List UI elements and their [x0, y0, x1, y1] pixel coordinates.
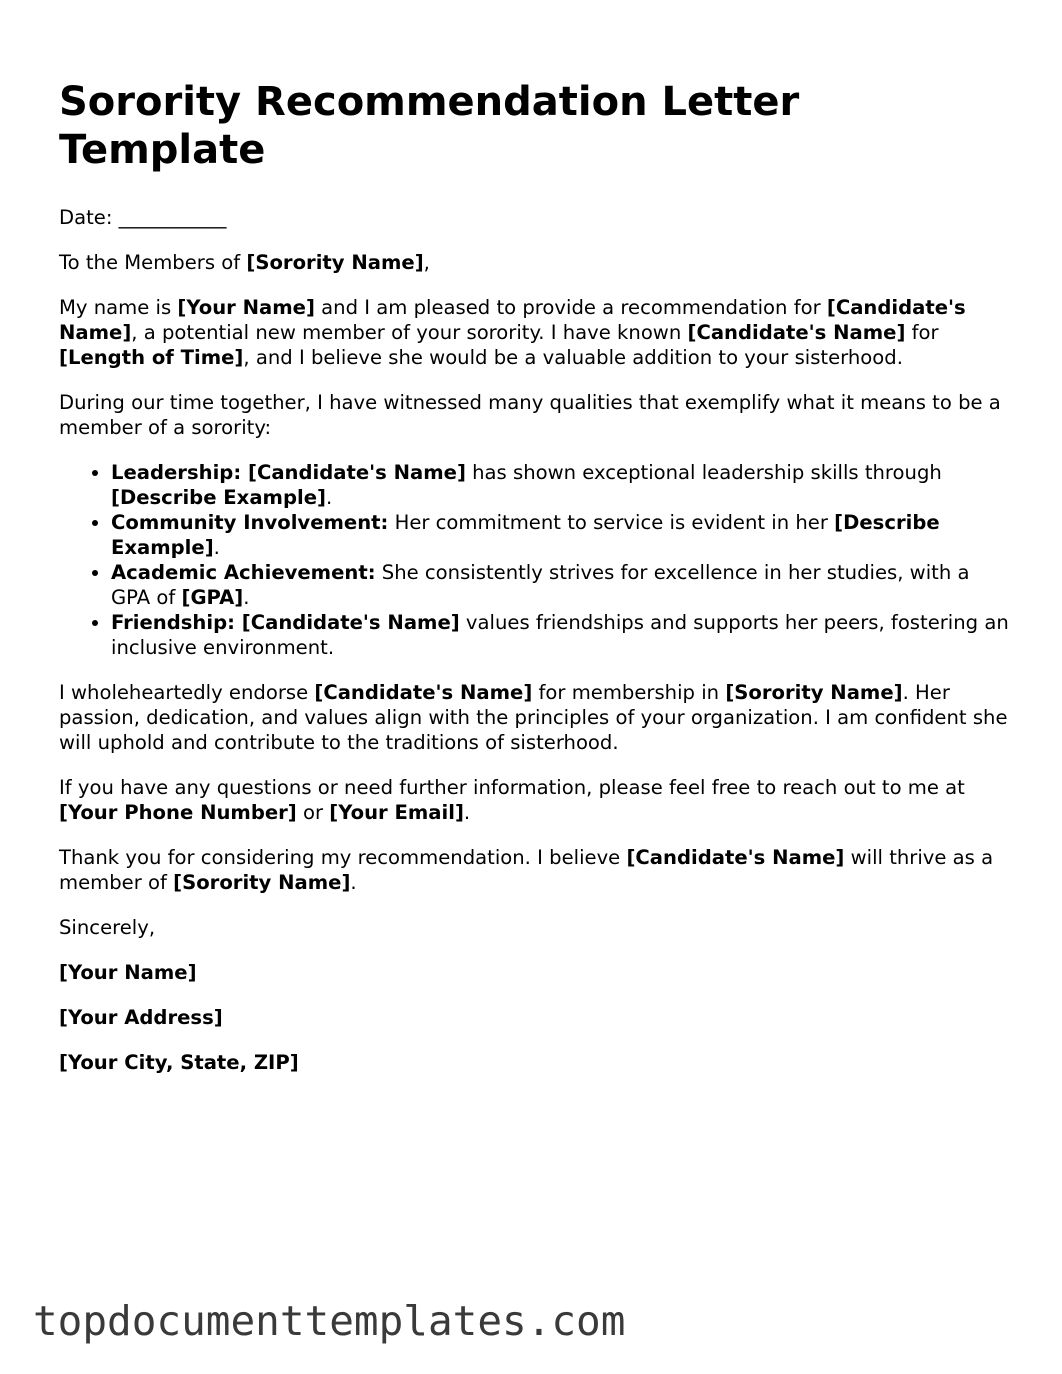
signature-name: [Your Name]: [59, 961, 197, 984]
candidate-name-placeholder: [Candidate's Name]: [687, 321, 906, 344]
qualities-list: [59, 460, 1009, 660]
closing: Sincerely,: [59, 916, 156, 939]
list-item: • Leadership: [Candidate's Name] has shown exceptional leadership skills through [Describe Example].: [111, 460, 1009, 510]
candidate-name-placeholder: [Candidate's Name]: [626, 846, 845, 869]
sorority-name-placeholder: [Sorority Name]: [725, 681, 903, 704]
qualities-intro: During our time together, I have witnessed many qualities that exemplify what it means to be a member of a sorority:: [59, 391, 1001, 439]
length-of-time-placeholder: [Length of Time]: [59, 346, 244, 369]
list-item: • Friendship: [Candidate's Name] values friendships and supports her peers, fostering an inclusive environment.: [111, 610, 1009, 660]
thanks-paragraph: Thank you for considering my recommendation. I believe [Candidate's Name] will thrive as a member of [Sorority Name].: [59, 846, 994, 894]
phone-placeholder: [Your Phone Number]: [59, 801, 297, 824]
candidate-name-placeholder: [Candidate's Name]: [314, 681, 533, 704]
document-title: Sorority Recommendation Letter Template: [59, 79, 800, 173]
sorority-name-placeholder: [Sorority Name]: [246, 251, 424, 274]
list-item: • Community Involvement: Her commitment to service is evident in her [Describe Example].: [111, 510, 1009, 560]
letter-document: [59, 78, 1009, 1095]
salutation: To the Members of [Sorority Name],: [59, 251, 430, 274]
your-name-placeholder: [Your Name]: [177, 296, 315, 319]
contact-paragraph: If you have any questions or need further information, please feel free to reach out to me at [Your Phone Number] or [Your Email].: [59, 776, 965, 824]
sorority-name-placeholder: [Sorority Name]: [173, 871, 351, 894]
signature-address: [Your Address]: [59, 1006, 223, 1029]
intro-paragraph: My name is [Your Name] and I am pleased to provide a recommendation for [Candidate's Name], a potential new member of your sorority. I have known [Candidate's Name] for [Length of Time], and I believe she would be a valuable addition to your sisterhood.: [59, 296, 966, 369]
list-item: • Academic Achievement: She consistently strives for excellence in her studies, with a GPA of [GPA].: [111, 560, 1009, 610]
endorsement-paragraph: I wholeheartedly endorse [Candidate's Name] for membership in [Sorority Name]. Her passion, dedication, and values align with the principles of your organization. I am confident she will uphold and contribute to the traditions of sisterhood.: [59, 681, 1008, 754]
email-placeholder: [Your Email]: [329, 801, 464, 824]
signature-city: [Your City, State, ZIP]: [59, 1051, 299, 1074]
candidate-name-placeholder: [Candidate's Name]: [59, 296, 966, 344]
watermark: topdocumenttemplates.com: [33, 1297, 626, 1345]
date-line: Date: ___________: [59, 206, 227, 229]
